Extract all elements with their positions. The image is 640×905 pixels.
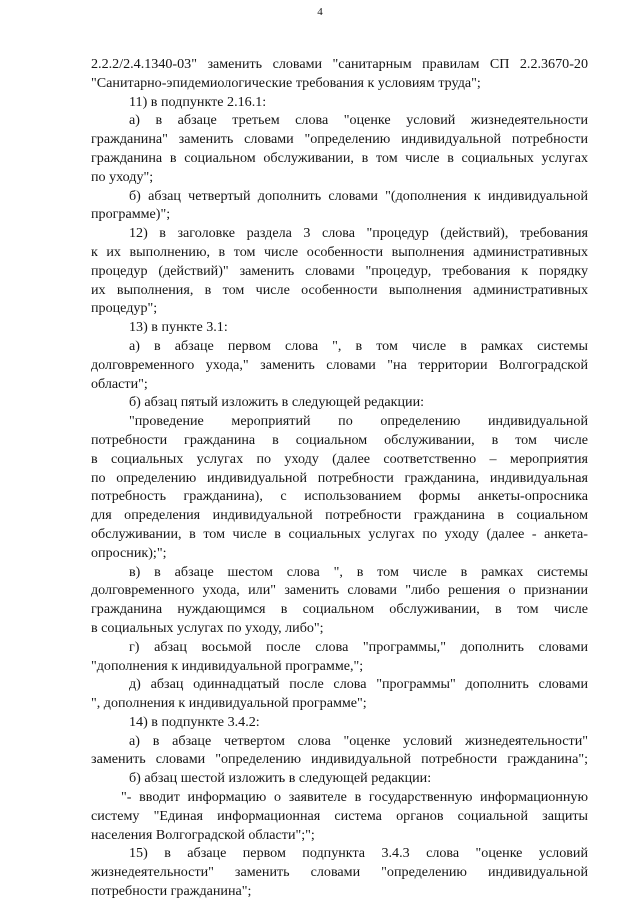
text-line: программе)"; [91,206,171,223]
text-line: 12) в заголовке раздела 3 слова "процедур (действий), требования [129,225,588,242]
text-line: 11) в подпункте 2.16.1: [129,93,267,110]
text-line: жизнедеятельности" заменить словами "определению индивидуальной [91,864,588,881]
text-line: "проведение мероприятий по определению индивидуальной [129,413,588,430]
text-line: их выполнения, в том числе особенности выполнения административных [91,281,588,298]
text-line: 14) в подпункте 3.4.2: [129,713,260,730]
text-line: долговременного ухода, или" заменить словами "либо решения о признании [91,582,588,599]
text-line: заменить словами "определению индивидуальной потребности гражданина"; [91,751,588,768]
text-line: населения Волгоградской области";"; [91,826,315,843]
text-line: 15) в абзаце первом подпункта 3.4.3 слова "оценке условий [129,845,588,862]
text-line: процедур"; [91,300,158,317]
text-line: по определению индивидуальной потребности гражданина, индивидуальная [91,469,588,486]
text-line: 13) в пункте 3.1: [129,319,228,336]
text-line: а) в абзаце четвертом слова "оценке условий жизнедеятельности" [129,732,588,749]
text-line: "Санитарно-эпидемиологические требования к условиям труда"; [91,74,481,91]
text-line: в) в абзаце шестом слова ", в том числе в рамках системы [129,563,588,580]
text-line: в социальных услугах по уходу (далее соответственно – мероприятия [91,450,588,467]
text-line: опросник);"; [91,544,167,561]
text-line: "- вводит информацию о заявителе в государственную информационную [121,789,588,806]
text-line: по уходу"; [91,168,154,185]
text-line: ", дополнения к индивидуальной программе"; [91,695,367,712]
text-line: 2.2.2/2.4.1340-03" заменить словами "санитарным правилам СП 2.2.3670-20 [91,56,588,72]
text-line: долговременного ухода," заменить словами "на территории Волгоградской [91,356,588,373]
text-line: гражданина в социальном обслуживании, в том числе в социальных услугах [91,149,588,166]
text-line: потребности гражданина"; [91,883,252,900]
document-body [91,55,588,901]
text-line: "дополнения к индивидуальной программе,"; [91,657,364,674]
text-line: гражданина" заменить словами "определению индивидуальной потребности [91,131,588,148]
text-line: систему "Единая информационная система органов социальной защиты [91,807,588,824]
text-line: к их выполнению, в том числе особенности выполнения административных [91,243,588,260]
text-line: для определения индивидуальной потребности гражданина в социальном [91,507,588,524]
text-line: д) абзац одиннадцатый после слова "программы" дополнить словами [129,676,588,693]
text-line: а) в абзаце первом слова ", в том числе в рамках системы [129,337,588,354]
text-line: в социальных услугах по уходу, либо"; [91,619,324,636]
text-line: процедур (действий)" заменить словами "процедур, требования к порядку [91,262,588,279]
text-line: потребность гражданина), с использованием формы анкеты-опросника [91,488,588,505]
text-line: области"; [91,375,148,392]
text-line: потребности гражданина в социальном обслуживании, в том числе [91,431,588,448]
text-line: а) в абзаце третьем слова "оценке условий жизнедеятельности [129,112,588,129]
text-line: б) абзац четвертый дополнить словами "(дополнения к индивидуальной [129,187,588,204]
text-line: гражданина нуждающимся в социальном обслуживании, в том числе [91,601,588,618]
text-line: г) абзац восьмой после слова "программы," дополнить словами [129,638,588,655]
text-line: обслуживании, в том числе в социальных услугах по уходу (далее - анкета- [91,525,588,542]
page-number: 4 [317,6,323,18]
text-line: б) абзац пятый изложить в следующей редакции: [129,394,425,411]
text-line: б) абзац шестой изложить в следующей редакции: [129,770,432,787]
